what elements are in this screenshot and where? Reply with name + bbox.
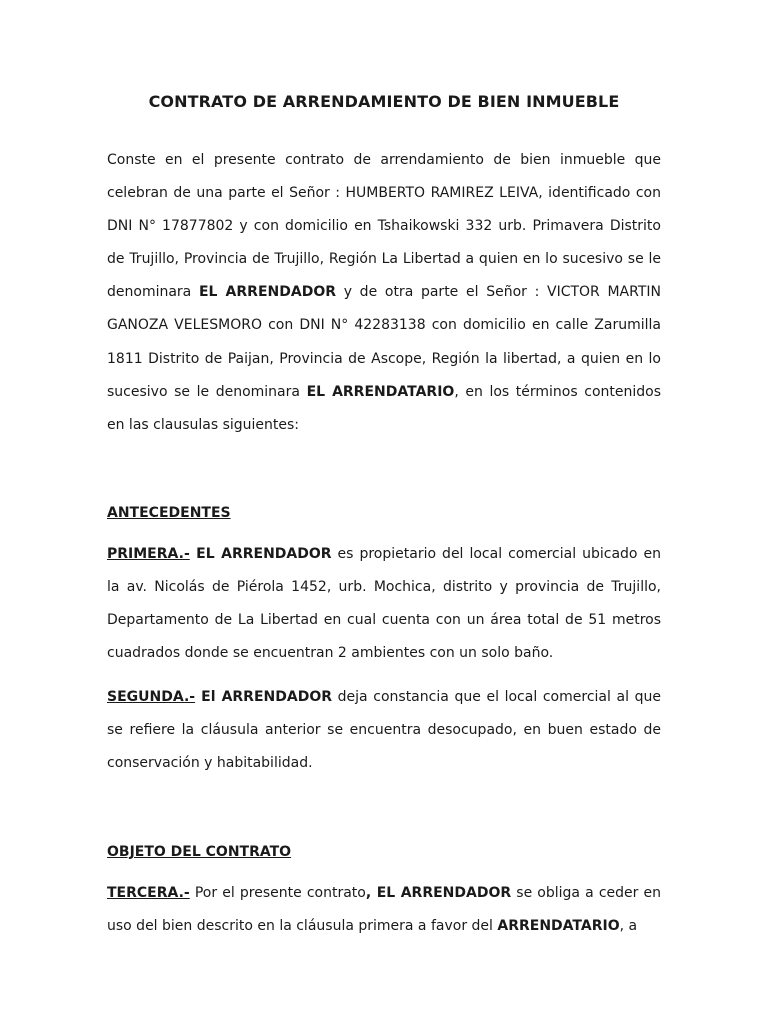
- objeto-heading: OBJETO DEL CONTRATO: [107, 844, 292, 860]
- primera-arrendador: EL ARRENDADOR: [189, 546, 332, 562]
- intro-arrendatario: EL ARRENDATARIO: [306, 383, 455, 400]
- segunda-arrendador: El ARRENDADOR: [195, 689, 333, 705]
- intro-text-3: , en los términos contenidos en las clausulas siguientes:: [107, 383, 662, 433]
- tercera-text-1: Por el presente contrato: [189, 885, 366, 901]
- intro-text-1: Conste en el presente contrato de arrendamiento de bien inmueble que celebran de una parte el Señor : HUMBERTO RAMIREZ LEIVA, identificado con DNI N° 17877802 y con domicilio en Tshaikowski 332 urb. Primavera Distrito de Trujillo, Provincia de Trujillo, Región La Libertad a quien en lo sucesivo se le denominara: [107, 152, 661, 301]
- clause-tercera: [107, 877, 661, 943]
- primera-text: es propietario del local comercial ubicado en la av. Nicolás de Piérola 1452, urb. Mochica, distrito y provincia de Trujillo, Departamento de La Libertad en cual cuenta con un área total de 51 metros cuadrados donde se encuentran 2 ambientes con un solo baño.: [107, 546, 661, 662]
- clause-segunda: [107, 681, 661, 780]
- intro-text-2: y de otra parte el Señor : VICTOR MARTIN GANOZA VELESMORO con DNI N° 42283138 con domicilio en calle Zarumilla 1811 Distrito de Paijan, Provincia de Ascope, Región la libertad, a quien en lo sucesivo se le denominara: [107, 284, 662, 400]
- intro-arrendador: EL ARRENDADOR: [198, 284, 336, 301]
- segunda-label: SEGUNDA.-: [107, 689, 196, 705]
- tercera-text-2: se obliga a ceder en uso del bien descrito en la cláusula primera a favor del: [107, 885, 661, 935]
- contract-title: CONTRATO DE ARRENDAMIENTO DE BIEN INMUEBLE: [148, 92, 620, 111]
- tercera-arrendador: , EL ARRENDADOR: [365, 885, 512, 901]
- clause-primera: [107, 538, 661, 670]
- tercera-arrendatario: ARRENDATARIO: [497, 918, 620, 935]
- primera-label: PRIMERA.-: [107, 546, 190, 562]
- segunda-text: deja constancia que el local comercial al que se refiere la cláusula anterior se encuentra desocupado, en buen estado de conservación y habitabilidad.: [107, 689, 662, 772]
- tercera-label: TERCERA.-: [107, 885, 190, 901]
- intro-paragraph: [107, 144, 661, 442]
- antecedentes-heading: ANTECEDENTES: [107, 505, 231, 521]
- tercera-text-3: , a: [619, 918, 638, 935]
